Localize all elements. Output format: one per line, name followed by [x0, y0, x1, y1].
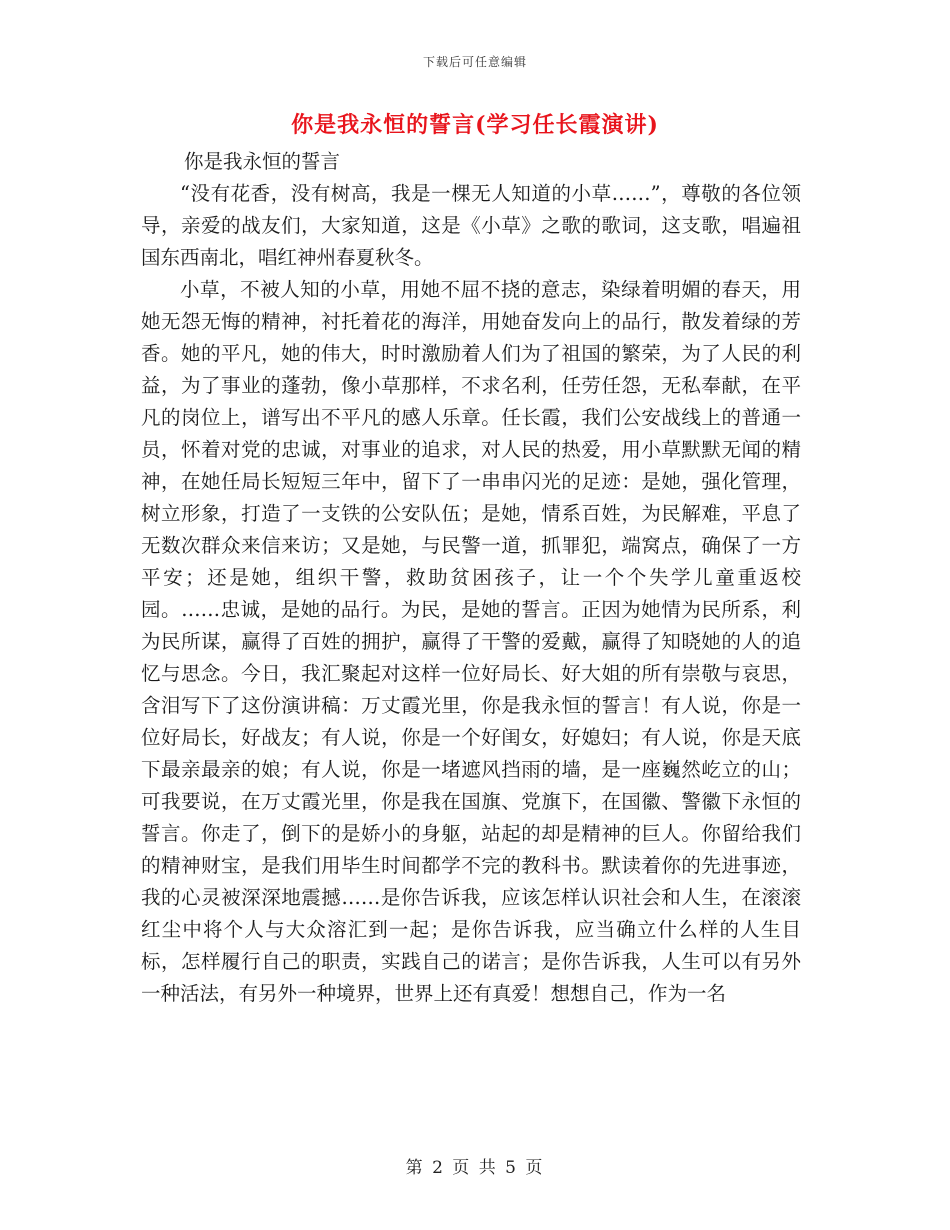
- page-header-note: 下载后可任意编辑: [422, 55, 527, 69]
- paragraph: 小草，不被人知的小草，用她不屈不挠的意志，染绿着明媚的春天，用她无怨无悔的精神，衬托着花的海洋，用她奋发向上的品行，散发着绿的芳香。她的平凡，她的伟大，时时激励着人们为了祖国的繁荣，为了人民的利益，为了事业的蓬勃，像小草那样，不求名利，任劳任怨，无私奉献，在平凡的岗位上，谱写出不平凡的感人乐章。任长霞，我们公安战线上的普通一员，怀着对党的忠诚，对事业的追求，对人民的热爱，用小草默默无闻的精神，在她任局长短短三年中，留下了一串串闪光的足迹：是她，强化管理，树立形象，打造了一支铁的公安队伍；是她，情系百姓，为民解难，平息了无数次群众来信来访；又是她，与民警一道，抓罪犯，端窝点，确保了一方平安；还是她，组织干警，救助贫困孩子，让一个个失学儿童重返校园。……忠诚，是她的品行。为民，是她的誓言。正因为她情为民所系，利为民所谋，赢得了百姓的拥护，赢得了干警的爱戴，赢得了知晓她的人的追忆与思念。今日，我汇聚起对这样一位好局长、好大姐的所有崇敬与哀思，含泪写下了这份演讲稿：万丈霞光里，你是我永恒的誓言！有人说，你是一位好局长，好战友；有人说，你是一个好闺女，好媳妇；有人说，你是天底下最亲最亲的娘；有人说，你是一堵遮风挡雨的墙，是一座巍然屹立的山；可我要说，在万丈霞光里，你是我在国旗、党旗下，在国徽、警徽下永恒的誓言。你走了，倒下的是娇小的身躯，站起的却是精神的巨人。你留给我们的精神财宝，是我们用毕生时间都学不完的教科书。默读着你的先进事迹，我的心灵被深深地震撼……是你告诉我，应该怎样认识社会和人生，在滚滚红尘中将个人与大众溶汇到一起；是你告诉我，应当确立什么样的人生目标，怎样履行自己的职责，实践自己的诺言；是你告诉我，人生可以有另外一种活法，有另外一种境界，世界上还有真爱！想想自己，作为一名: [141, 278, 801, 1005]
- page-number: 第 2 页 共 5 页: [405, 1158, 545, 1178]
- document-body: [141, 146, 801, 1010]
- document-title: 你是我永恒的誓言(学习任长霞演讲): [291, 112, 659, 138]
- paragraph: “没有花香，没有树高，我是一棵无人知道的小草……”，尊敬的各位领导，亲爱的战友们，大家知道，这是《小草》之歌的歌词，这支歌，唱遍祖国东西南北，唱红神州春夏秋冬。: [141, 182, 801, 269]
- document-subtitle: 你是我永恒的誓言: [184, 150, 341, 173]
